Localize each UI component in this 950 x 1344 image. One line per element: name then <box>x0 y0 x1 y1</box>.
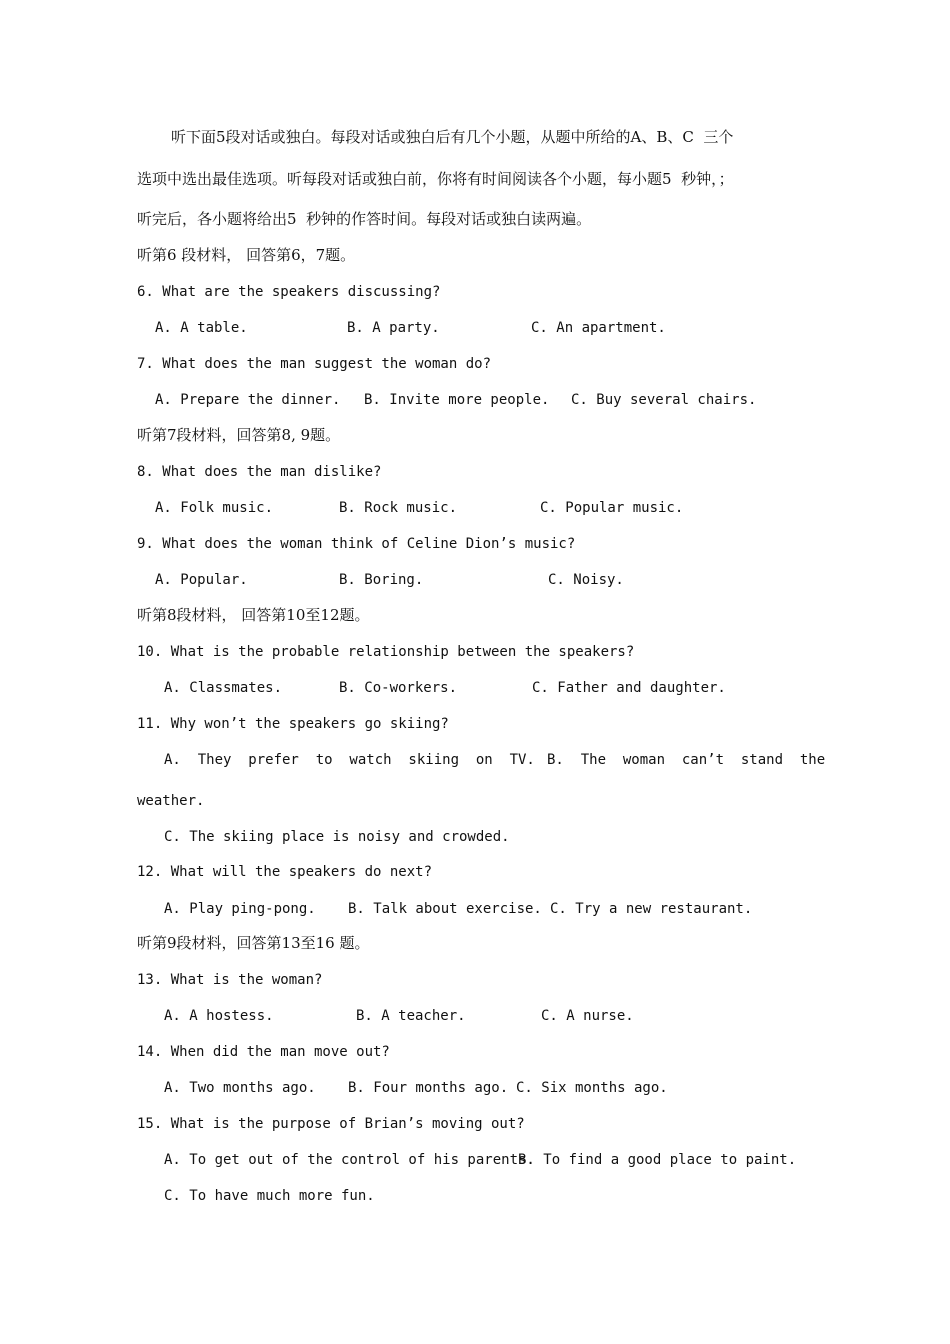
option-c: C. The skiing place is noisy and crowded. <box>164 829 510 845</box>
option-b: B. A party. <box>347 320 440 336</box>
option-a: A. To get out of the control of his parents. <box>164 1152 535 1168</box>
option-a: A. Play ping-pong. <box>164 901 316 917</box>
section-heading: 听第8段材料， 回答第10至12题。 <box>137 606 370 624</box>
option-c: C. Six months ago. <box>516 1080 668 1096</box>
section-heading: 听第9段材料，回答第13至16 题。 <box>137 934 370 952</box>
option-b-continued: weather. <box>137 793 205 809</box>
question: 8. What does the man dislike? <box>137 464 382 480</box>
option-a: A. Two months ago. <box>164 1080 316 1096</box>
option-c: C. To have much more fun. <box>164 1188 375 1204</box>
intro-line-1: 听下面5段对话或独白。每段对话或独白后有几个小题，从题中所给的A、B、C 三个 <box>171 128 734 146</box>
option-a: A. Popular. <box>155 572 248 588</box>
option-b: B. The woman can’t stand the <box>547 752 826 768</box>
intro-line-2: 选项中选出最佳选项。听每段对话或独白前，你将有时间阅读各个小题，每小题5 秒钟，； <box>137 170 734 188</box>
option-b: B. A teacher. <box>356 1008 466 1024</box>
section-heading: 听第7段材料，回答第8, 9题。 <box>137 426 341 444</box>
option-c: C. An apartment. <box>531 320 666 336</box>
option-a: A. Prepare the dinner. <box>155 392 341 408</box>
option-b: B. To find a good place to paint. <box>518 1152 797 1168</box>
option-c: C. Popular music. <box>540 500 684 516</box>
option-b: B. Rock music. <box>339 500 458 516</box>
section-heading: 听第6 段材料， 回答第6，7题。 <box>137 246 356 264</box>
option-a: A. They prefer to watch skiing on TV. <box>164 752 535 768</box>
option-c: C. Buy several chairs. <box>571 392 757 408</box>
option-b: B. Talk about exercise. <box>348 901 542 917</box>
option-a: A. Classmates. <box>164 680 283 696</box>
option-c: C. Father and daughter. <box>532 680 726 696</box>
option-c: C. A nurse. <box>541 1008 634 1024</box>
question: 7. What does the man suggest the woman do? <box>137 356 492 372</box>
option-a: A. Folk music. <box>155 500 274 516</box>
option-b: B. Co-workers. <box>339 680 458 696</box>
question: 11. Why won’t the speakers go skiing? <box>137 716 449 732</box>
option-a: A. A hostess. <box>164 1008 274 1024</box>
question: 9. What does the woman think of Celine Dion’s music? <box>137 536 576 552</box>
question: 14. When did the man move out? <box>137 1044 390 1060</box>
question: 6. What are the speakers discussing? <box>137 284 441 300</box>
option-c: C. Noisy. <box>548 572 624 588</box>
question: 10. What is the probable relationship between the speakers? <box>137 644 635 660</box>
option-c: C. Try a new restaurant. <box>550 901 753 917</box>
option-a: A. A table. <box>155 320 248 336</box>
option-b: B. Four months ago. <box>348 1080 509 1096</box>
question: 15. What is the purpose of Brian’s moving out? <box>137 1116 525 1132</box>
intro-line-3: 听完后，各小题将给出5 秒钟的作答时间。每段对话或独白读两遍。 <box>137 210 592 228</box>
option-b: B. Boring. <box>339 572 424 588</box>
question: 12. What will the speakers do next? <box>137 864 433 880</box>
question: 13. What is the woman? <box>137 972 323 988</box>
option-b: B. Invite more people. <box>364 392 550 408</box>
